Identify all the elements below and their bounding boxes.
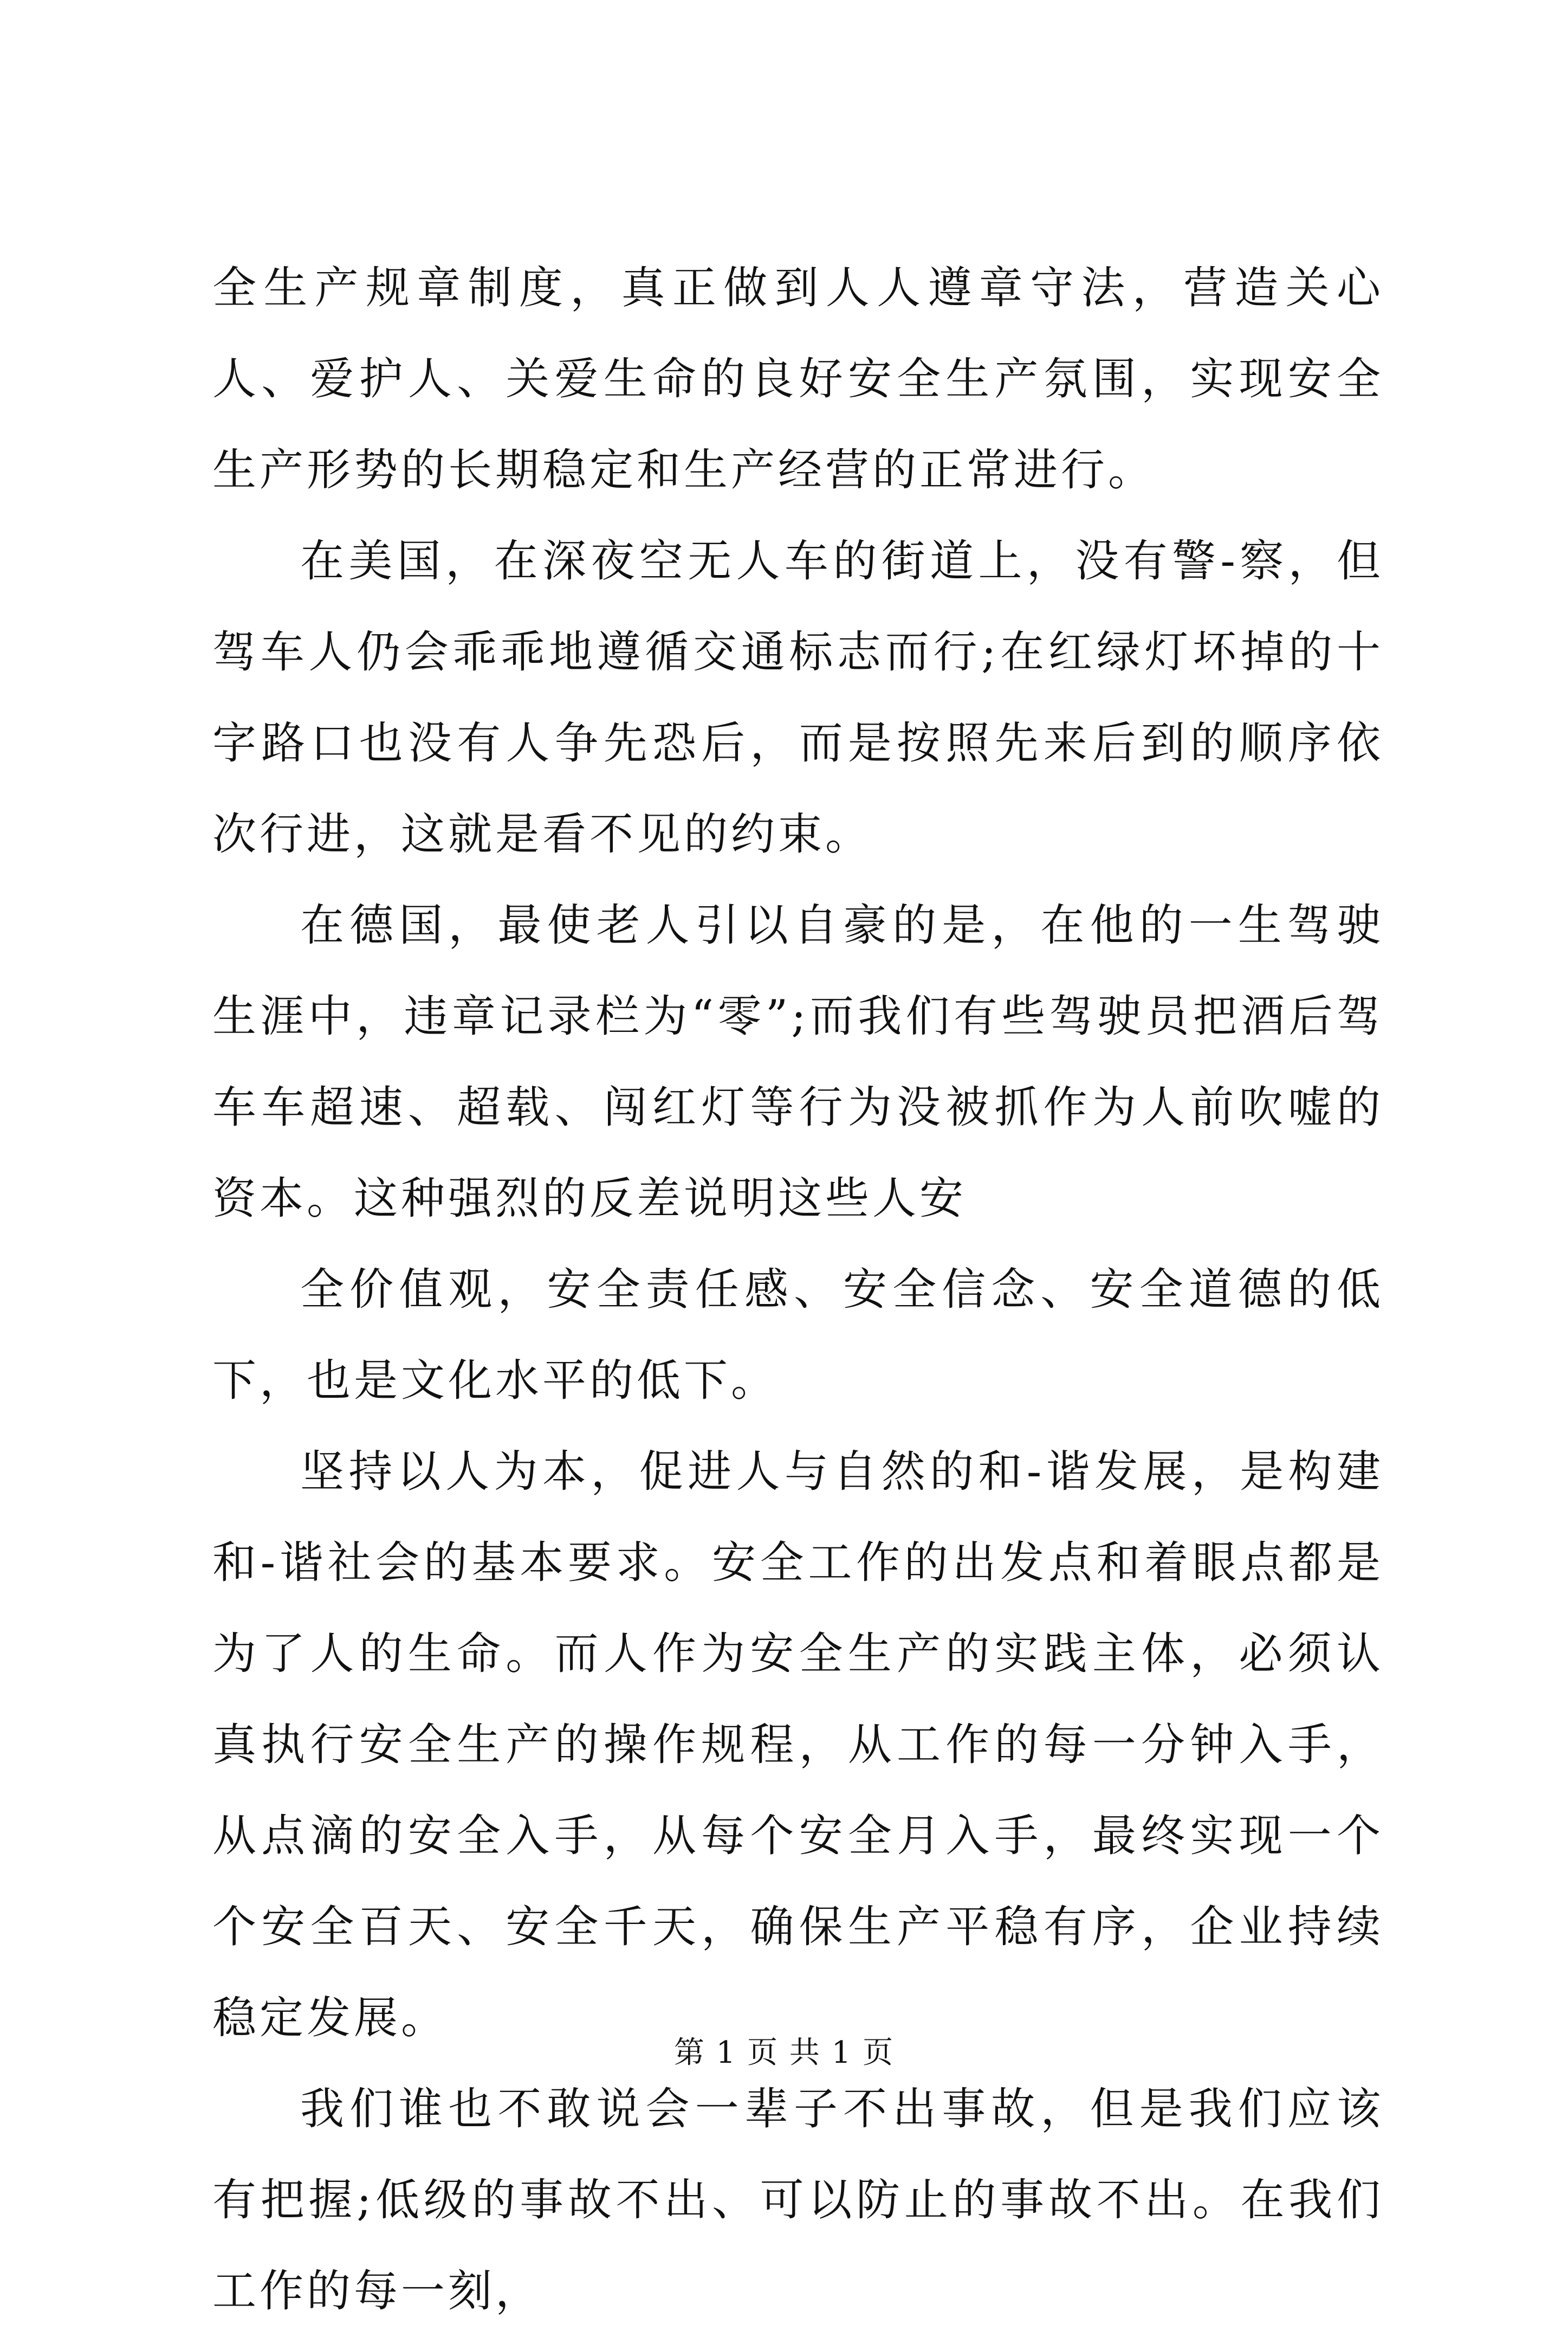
page-footer: 第 1 页 共 1 页 <box>673 2035 895 2070</box>
document-body <box>212 243 1384 2337</box>
paragraph-1: 全生产规章制度，真正做到人人遵章守法，营造关心人、爱护人、关爱生命的良好安全生产氛围，实现安全生产形势的长期稳定和生产经营的正常进行。 <box>212 263 1384 496</box>
paragraph-3: 在德国，最使老人引以自豪的是，在他的一生驾驶生涯中，违章记录栏为“零”;而我们有些驾驶员把酒后驾车车超速、超载、闯红灯等行为没被抓作为人前吹嘘的资本。这种强烈的反差说明这些人安 <box>212 900 1384 1224</box>
paragraph-6: 我们谁也不敢说会一辈子不出事故，但是我们应该有把握;低级的事故不出、可以防止的事故不出。在我们工作的每一刻， <box>212 2084 1384 2317</box>
paragraph-5: 坚持以人为本，促进人与自然的和-谐发展，是构建和-谐社会的基本要求。安全工作的出发点和着眼点都是为了人的生命。而人作为安全生产的实践主体，必须认真执行安全生产的操作规程，从工作的每一分钟入手，从点滴的安全入手，从每个安全月入手，最终实现一个个安全百天、安全千天，确保生产平稳有序，企业持续稳定发展。 <box>212 1447 1384 2044</box>
paragraph-2: 在美国，在深夜空无人车的街道上，没有警-察，但驾车人仍会乖乖地遵循交通标志而行;在红绿灯坏掉的十字路口也没有人争先恐后，而是按照先来后到的顺序依次行进，这就是看不见的约束。 <box>212 536 1384 860</box>
paragraph-4: 全价值观，安全责任感、安全信念、安全道德的低下，也是文化水平的低下。 <box>212 1264 1384 1406</box>
